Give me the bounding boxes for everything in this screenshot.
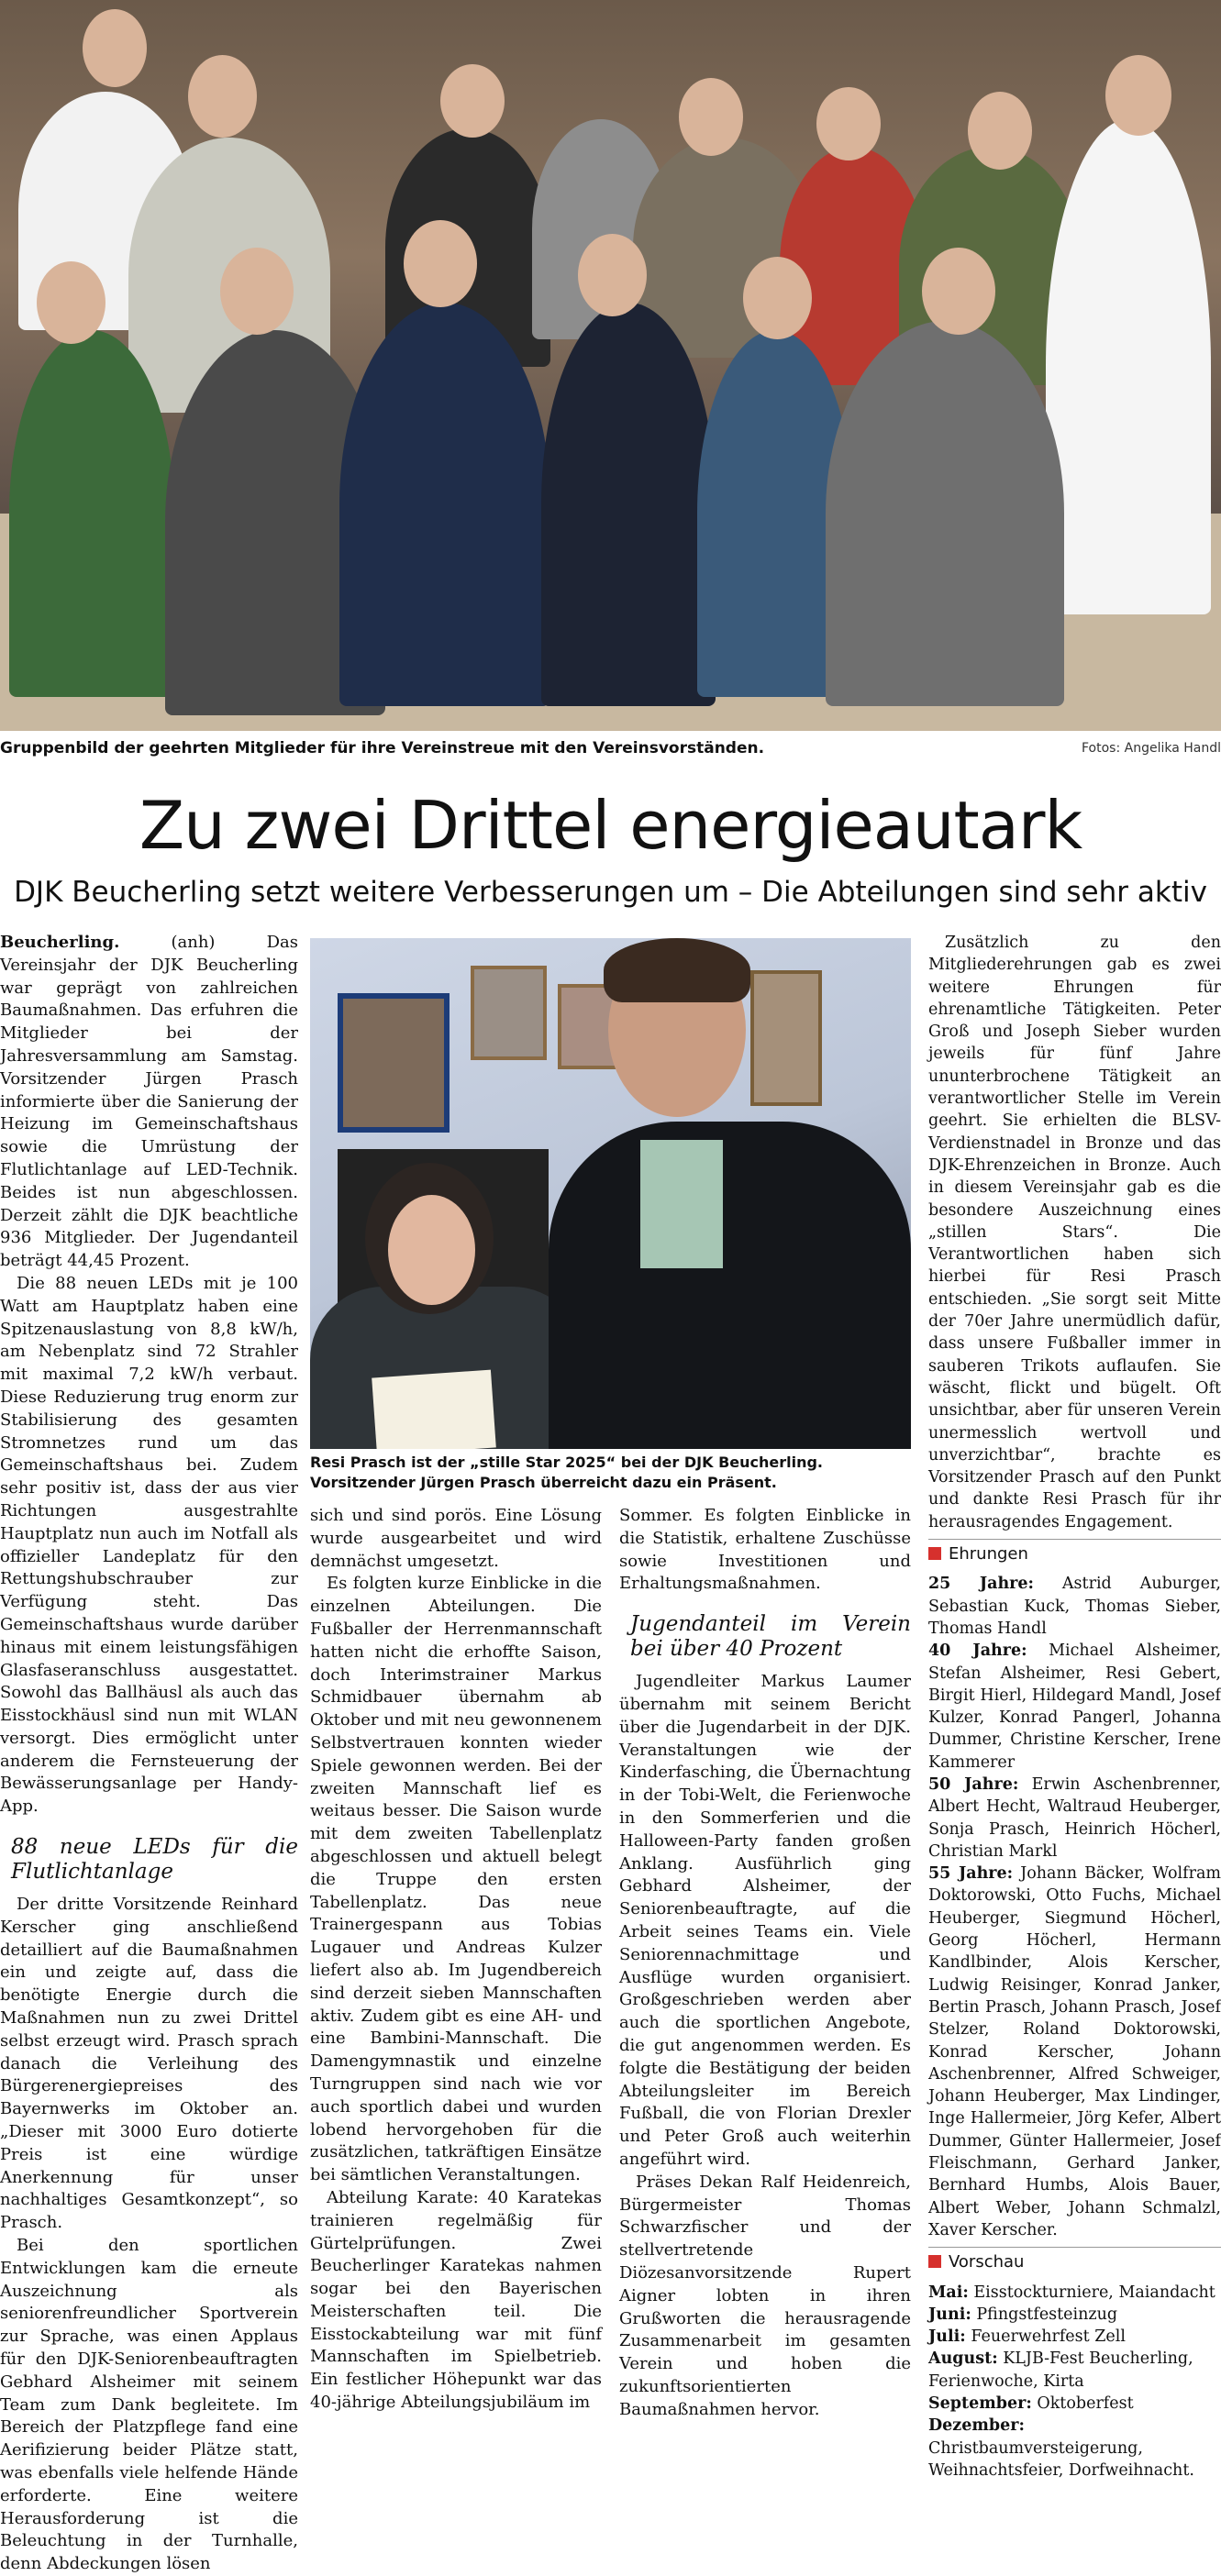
article-column-1 — [0, 932, 298, 2576]
group-photo-caption: Gruppenbild der geehrten Mitglieder für ihre Vereinstreue mit den Vereinsvorständen. — [0, 739, 765, 757]
person-head — [743, 257, 812, 339]
list-item — [928, 2415, 1221, 2482]
person-head — [188, 55, 257, 138]
paragraph: Präses Dekan Ralf Heidenreich, Bürgermeister Thomas Schwarzfischer und der stellvertretende Diözesanvorsitzende Rupert Aigner lobten in ihren Grußworten die herausragende Zusammenarbeit im gesamten Verein und hoben die zukunftsorientierten Baumaßnahmen hervor. — [619, 2172, 911, 2419]
list-item-text: Astrid Auburger, Sebastian Kuck, Thomas Sieber, Thomas Handl — [928, 1575, 1221, 1638]
person-head — [404, 220, 477, 307]
list-item-text: Pfingstfesteinzug — [971, 2305, 1118, 2324]
person-head — [679, 78, 743, 156]
article-column-4 — [928, 932, 1221, 2482]
woman-face — [388, 1195, 475, 1305]
picture-frame — [471, 966, 547, 1060]
list-item-label: August: — [928, 2349, 998, 2369]
vorschau-list — [928, 2282, 1221, 2482]
paragraph: Der dritte Vorsitzende Reinhard Kerscher ging anschließend detailliert auf die Baumaßnahmen ein und zeigte auf, dass die benötigte Energie durch die Maßnahmen nun zu zwei Drittel selbst erzeugt wird. Prasch sprach danach die Verleihung des Bürgerenergiepreises des Bayernwerks im Oktober an. „Dieser mit 3000 Euro dotierte Preis ist eine würdige Anerkennung für unser nachhaltiges Gesamtkonzept“, so Prasch. — [0, 1895, 298, 2233]
list-item — [928, 1863, 1221, 2241]
vorschau-title: Vorschau — [949, 2252, 1025, 2272]
list-item — [928, 1640, 1221, 1774]
person — [826, 321, 1064, 706]
list-item — [928, 2326, 1221, 2348]
paragraph: Sommer. Es folgten Einblicke in die Statistik, erhaltene Zuschüsse sowie Investitionen und Erhaltungsmaßnahmen. — [619, 1506, 911, 1594]
list-item-text: Eisstockturniere, Maiandacht — [968, 2283, 1215, 2302]
vorschau-header — [928, 2247, 1221, 2273]
ehrungen-title: Ehrungen — [949, 1544, 1028, 1564]
list-item-label: 50 Jahre: — [928, 1774, 1019, 1794]
list-item — [928, 2304, 1221, 2326]
paragraph: Es folgten kurze Einblicke in die einzelnen Abteilungen. Die Fußballer der Herrenmannschaft hatten nicht die erhoffte Saison, doch Interimstrainer Markus Schmidbauer übernahm ab Oktober und mit neu gewonnenem Selbstvertrauen konnten wieder Spiele gewonnen werden. Bei der zweiten Mannschaft lief es weitaus besser. Die Saison wurde mit dem zweiten Tabellenplatz abgeschlossen und aktuell belegt die Truppe den ersten Tabellenplatz. Das neue Trainergespann aus Tobias Lugauer und Andreas Kulzer liefert also ab. Im Jugendbereich sind derzeit sieben Mannschaften aktiv. Zudem gibt es eine AH- und eine Bambini-Mannschaft. Die Damengymnastik und einzelne Turngruppen sind nach wie vor auch sportlich dabei und wurden lobend hervorgehoben für die zusätzlichen, tatkräftigen Einsätze bei sämtlichen Veranstaltungen. — [310, 1574, 602, 2185]
person — [9, 330, 174, 697]
ehrungen-header — [928, 1539, 1221, 1565]
group-photo — [0, 0, 1221, 731]
ehrungen-list — [928, 1573, 1221, 2241]
person — [1046, 119, 1211, 614]
list-item — [928, 2348, 1221, 2393]
inline-photo-caption: Resi Prasch ist der „stille Star 2025“ bei der DJK Beucherling. Vorsitzender Jürgen Prasch überreicht dazu ein Präsent. — [310, 1454, 824, 1491]
lead-paragraph: (anh) Das Vereinsjahr der DJK Beucherling war geprägt von zahlreichen Baumaßnahmen. Das erfuhren die Mitglieder bei der Jahresversammlung am Samstag. Vorsitzender Jürgen Prasch informierte über die Sanierung der Heizung im Gemeinschaftshaus sowie die Umrüstung der Flutlichtanlage auf LED-Technik. Beides ist nun abgeschlossen. Derzeit zählt die DJK beachtliche 936 Mitglieder. Der Jugendanteil beträgt 44,45 Prozent. — [0, 933, 298, 1271]
picture-frame — [338, 993, 450, 1133]
list-item-text: Erwin Aschenbrenner, Albert Hecht, Waltraud Heuberger, Sonja Prasch, Heinrich Höcherl, Christian Markl — [928, 1774, 1221, 1861]
list-item-label: Juni: — [928, 2305, 971, 2324]
person-head — [578, 234, 647, 316]
list-item-label: Mai: — [928, 2283, 969, 2302]
paragraph: Abteilung Karate: 40 Karatekas trainieren regelmäßig für Gürtelprüfungen. Zwei Beucherlinger Karatekas nahmen sogar bei den Bayerischen Meisterschaften teil. Die Eisstockabteilung war mit fünf Mannschaften im Spielbetrieb. Ein festlicher Höhepunkt war das 40-jährige Abteilungsjubiläum im — [310, 2187, 602, 2413]
picture-frame — [750, 970, 822, 1106]
list-item — [928, 1573, 1221, 1640]
headline: Zu zwei Drittel energieautark — [139, 787, 1082, 864]
list-item — [928, 2282, 1221, 2304]
list-item-label: Dezember: — [928, 2416, 1025, 2436]
man-hair — [604, 938, 750, 1002]
list-item-label: 40 Jahre: — [928, 1642, 1027, 1661]
list-item-label: Juli: — [928, 2327, 966, 2347]
person — [541, 303, 716, 706]
list-item-text: Michael Alsheimer, Stefan Alsheimer, Resi Gebert, Birgit Hierl, Hildegard Mandl, Josef Kulzer, Konrad Pangerl, Johanna Dummer, Christine Kerscher, Irene Kammerer — [928, 1642, 1221, 1772]
paragraph: sich und sind porös. Eine Lösung wurde ausgearbeitet und wird demnächst umgesetzt. — [310, 1506, 602, 1571]
person-head — [968, 92, 1032, 170]
list-item-label: 55 Jahre: — [928, 1864, 1014, 1884]
man-shirt — [640, 1140, 723, 1268]
list-item-label: 25 Jahre: — [928, 1575, 1034, 1594]
list-item-text: KLJB-Fest Beucherling, Ferienwoche, Kirta — [928, 2349, 1193, 2391]
photo-credit: Fotos: Angelika Handl — [1081, 741, 1221, 756]
person-head — [220, 248, 294, 335]
article-column-2 — [310, 1505, 602, 2415]
paragraph: Die 88 neuen LEDs mit je 100 Watt am Hauptplatz haben eine Spitzenauslastung von 8,8 kW/h, am Nebenplatz sind 72 Strahler mit maximal 7,2 kW/h verbaut. Diese Reduzierung trug enorm zur Stabilisierung des gesamten Stromnetzes rund um das Gemeinschaftshaus bei. Zudem sehr positiv ist, dass der aus vier Richtungen ausgestrahlte Hauptplatz nun auch im Notfall als offizieller Landeplatz für den Rettungshubschrauber zur Verfügung steht. Das Gemeinschaftshaus wurde darüber hinaus mit einem leistungsfähigen Glasfaseranschluss ausgestattet. Sowohl das Ballhäusl als auch das Eisstockhäusl sind nun mit WLAN versorgt. Dies ermöglicht unter anderem die Fernsteuerung der Bewässerungsanlage per Handy-App. — [0, 1273, 298, 1817]
list-item-label: September: — [928, 2394, 1032, 2413]
person-head — [83, 9, 147, 87]
list-item-text: Feuerwehrfest Zell — [965, 2327, 1126, 2347]
red-square-icon — [928, 2255, 941, 2268]
list-item — [928, 2393, 1221, 2415]
man-figure — [549, 1122, 911, 1449]
article-column-3 — [619, 1505, 911, 2421]
gift-envelope — [372, 1370, 496, 1449]
person-head — [922, 248, 995, 335]
person-head — [440, 64, 505, 138]
person — [339, 303, 550, 706]
paragraph: Jugendleiter Markus Laumer übernahm mit seinem Bericht über die Jugendarbeit in der DJK. Veranstaltungen wie der Kinderfasching, die Übernachtung in der Tobi-Welt, die Ferienwoche in den Sommerferien und die Halloween-Party fanden großen Anklang. Ausführlich ging Gebhard Alsheimer, der Seniorenbeauftragte, auf die Arbeit seines Teams ein. Viele Seniorennachmittage und Ausflüge wurden organisiert. Großgeschrieben werden aber auch die sportlichen Angebote, die gut angenommen werden. Es folgte die Bestätigung der beiden Abteilungsleiter im Bereich Fußball, die von Florian Drexler und Peter Groß auch weiterhin angeführt wird. — [619, 1672, 911, 2169]
person-head — [1105, 55, 1171, 136]
list-item-text: Christbaumversteigerung, Weihnachtsfeier, Dorfweihnacht. — [928, 2438, 1194, 2480]
dateline: Beucherling. — [0, 933, 120, 952]
section-subtitle: 88 neue LEDs für die Flutlichtanlage — [11, 1835, 298, 1885]
section-subtitle: Jugendanteil im Verein bei über 40 Prozent — [630, 1612, 911, 1662]
paragraph: Bei den sportlichen Entwicklungen kam die erneute Auszeichnung als seniorenfreundlicher Sportverein zur Sprache, was einen Applaus für den DJK-Seniorenbeauftragten Gebhard Alsheimer mit seinem Team zum Dank begleitete. Im Bereich der Platzpflege fand eine Aerifizierung beider Plätze statt, was ebenfalls viele helfende Hände erforderte. Eine weitere Herausforderung ist die Beleuchtung in der Turnhalle, denn Abdeckungen lösen — [0, 2236, 298, 2574]
person-head — [816, 87, 881, 160]
subheadline: DJK Beucherling setzt weitere Verbesserungen um – Die Abteilungen sind sehr aktiv — [14, 876, 1207, 909]
red-square-icon — [928, 1547, 941, 1560]
paragraph: Zusätzlich zu den Mitgliederehrungen gab es zwei weitere Ehrungen für ehrenamtliche Tätigkeiten. Peter Groß und Joseph Sieber wurden jeweils für fünf Jahre ununterbrochene Tätigkeit an verantwortlicher Stelle im Verein geehrt. Sie erhielten die BLSV-Verdienstnadel in Bronze und das DJK-Ehrenzeichen in Bronze. Auch in diesem Vereinsjahr gab es die besondere Auszeichnung eines „stillen Stars“. Die Verantwortlichen haben sich hierbei für Resi Prasch entschieden. „Sie sorgt seit Mitte der 70er Jahre unermüdlich dafür, dass unsere Fußballer immer in sauberen Trikots auflaufen. Sie wäscht, flickt und bügelt. Oft unsichtbar, aber für unseren Verein unermesslich wertvoll und unverzichtbar“, brachte es Vorsitzender Prasch auf den Punkt und dankte Resi Prasch für ihr herausragendes Engagement. — [928, 934, 1221, 1531]
list-item — [928, 1774, 1221, 1863]
inline-photo — [310, 938, 911, 1449]
list-item-text: Oktoberfest — [1031, 2394, 1134, 2413]
list-item-text: Johann Bäcker, Wolfram Doktorowski, Otto Fuchs, Michael Heuberger, Siegmund Höcherl, Georg Höcherl, Hermann Kandlbinder, Alois Kerscher, Ludwig Reisinger, Konrad Janker, Bertin Prasch, Johann Prasch, Josef Stelzer, Roland Doktorowski, Konrad Kerscher, Johann Aschenbrenner, Alfred Schweiger, Johann Heuberger, Max Lindinger, Inge Hallermeier, Jörg Kefer, Albert Dummer, Günter Hallermeier, Josef Fleischmann, Gerhard Janker, Bernhard Humbs, Alois Bauer, Albert Weber, Johann Schmalzl, Xaver Kerscher. — [928, 1864, 1221, 2239]
person-head — [37, 261, 105, 344]
